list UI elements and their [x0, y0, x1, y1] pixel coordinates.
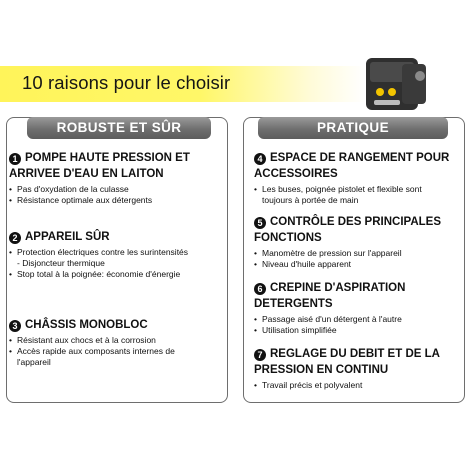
bullet-item: • Stop total à la poignée: économie d'énergie	[9, 269, 181, 279]
number-1-badge: 1	[9, 153, 21, 165]
bullet-item: • Accès rapide aux composants internes de	[9, 346, 175, 356]
bullet-item: • Pas d'oxydation de la culasse	[9, 184, 129, 194]
number-3-badge: 3	[9, 320, 21, 332]
bullet-item: • Les buses, poignée pistolet et flexible sont	[254, 184, 422, 194]
bullet-subline: - Disjoncteur thermique	[17, 258, 105, 268]
number-7-badge: 7	[254, 349, 266, 361]
bullet-continuation: l'appareil	[17, 357, 51, 367]
section-1	[9, 150, 223, 206]
bullet-item: • Résistance optimale aux détergents	[9, 195, 153, 205]
section-1-title: 1 POMPE HAUTE PRESSION ET ARRIVEE D'EAU EN LAITON	[9, 152, 190, 180]
pratique-panel	[243, 117, 465, 403]
bullet-item: • Travail précis et polyvalent	[254, 380, 363, 390]
section-3-title: 3 CHÂSSIS MONOBLOC	[9, 317, 223, 333]
section-4-title: 4 ESPACE DE RANGEMENT POUR ACCESSOIRES	[254, 152, 450, 180]
section-7	[254, 346, 462, 391]
bullet-item: • Manomètre de pression sur l'appareil	[254, 248, 402, 258]
section-2	[9, 229, 223, 280]
section-5-title: 5 CONTRÔLE DES PRINCIPALES FONCTIONS	[254, 216, 442, 244]
section-3-bullets	[9, 335, 223, 357]
section-3	[9, 317, 223, 368]
section-6-bullets	[254, 314, 462, 336]
number-4-badge: 4	[254, 153, 266, 165]
section-1-bullets	[9, 184, 223, 206]
section-4-bullets	[254, 184, 462, 195]
section-2-title: 2 APPAREIL SÛR	[9, 229, 223, 245]
bullet-item: • Niveau d'huile apparent	[254, 259, 352, 269]
section-2-bullets	[9, 247, 223, 258]
bullet-item: • Résistant aux chocs et à la corrosion	[9, 335, 156, 345]
section-5-bullets	[254, 248, 462, 270]
robuste-panel	[6, 117, 228, 403]
bullet-item: • Passage aisé d'un détergent à l'autre	[254, 314, 402, 324]
number-5-badge: 5	[254, 217, 266, 229]
number-6-badge: 6	[254, 283, 266, 295]
bullet-continuation: toujours à portée de main	[262, 195, 359, 205]
number-2-badge: 2	[9, 232, 21, 244]
pratique-header: PRATIQUE	[258, 117, 448, 139]
section-7-title: 7 REGLAGE DU DEBIT ET DE LA PRESSION EN CONTINU	[254, 348, 440, 376]
section-2-bullets-cont	[9, 269, 223, 280]
section-4	[254, 150, 462, 206]
section-7-bullets	[254, 380, 462, 391]
bullet-item: • Utilisation simplifiée	[254, 325, 337, 335]
section-6-title: 6 CREPINE D'ASPIRATION DETERGENTS	[254, 282, 406, 310]
section-5	[254, 214, 462, 270]
bullet-item: • Protection électriques contre les surintensités	[9, 247, 189, 257]
robuste-header: ROBUSTE ET SÛR	[27, 117, 211, 139]
pressure-washer-image	[358, 54, 436, 114]
section-6	[254, 280, 462, 336]
page-title: 10 raisons pour le choisir	[22, 72, 231, 93]
